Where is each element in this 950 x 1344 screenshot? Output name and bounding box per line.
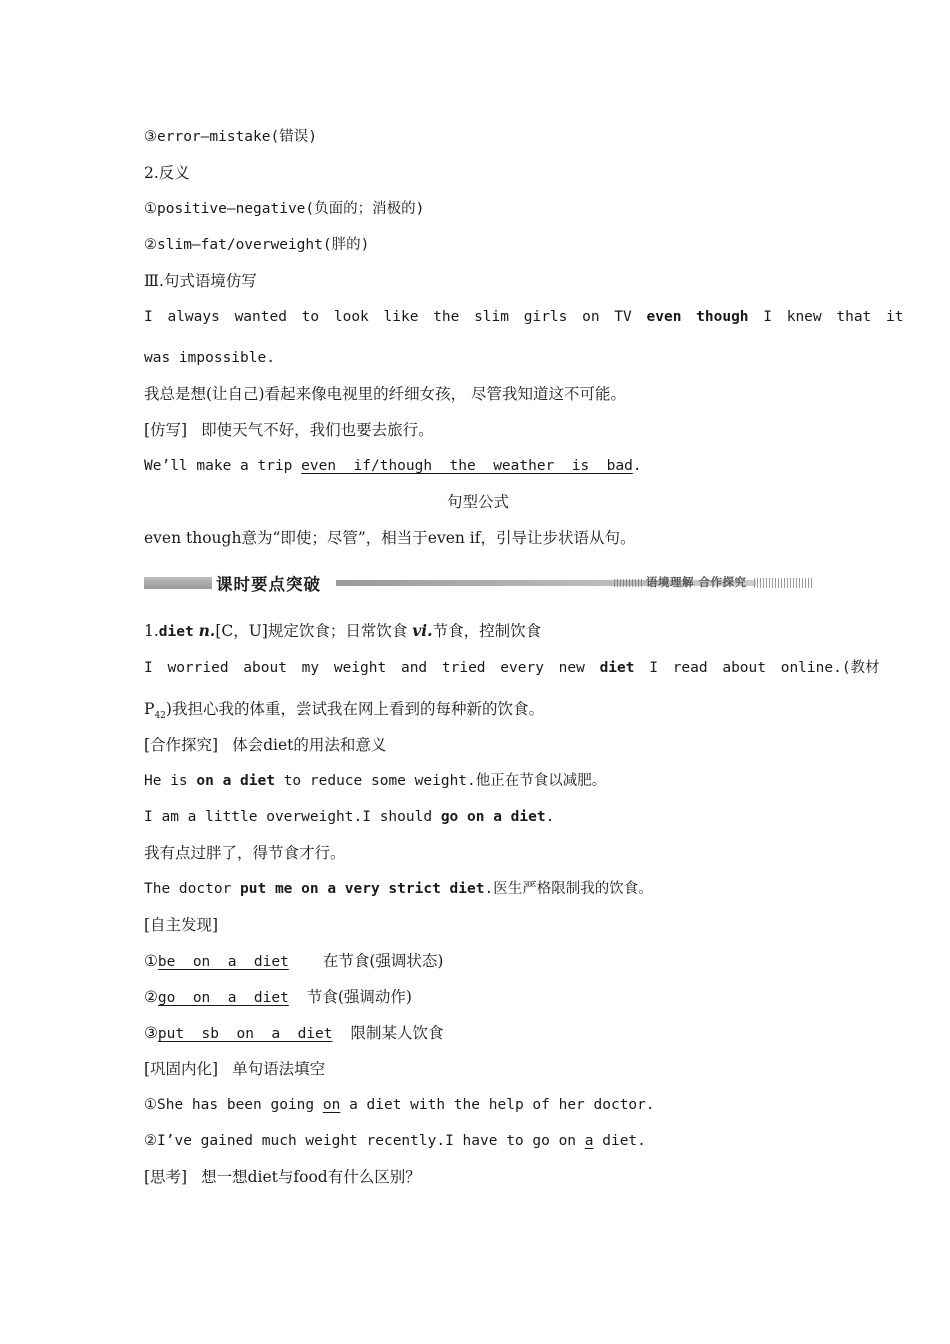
- usage-sentence-2-translation: 我有点过胖了，得节食才行。: [144, 844, 346, 862]
- diet-heading: [144, 620, 812, 643]
- phrase-meaning: 节食(强调动作): [306, 988, 412, 1006]
- section-3-heading: Ⅲ.句式语境仿写: [144, 272, 257, 290]
- exercise-text: a diet with the help of her doctor.: [340, 1097, 655, 1113]
- antonym-item-2: ②slim—fat/overweight(胖的): [144, 237, 370, 253]
- definition-verb: 节食，控制饮食: [432, 622, 542, 640]
- sentence-text: .: [545, 809, 555, 825]
- example-translation: 我总是想(让自己)看起来像电视里的纤细女孩， 尽管我知道这不可能。: [144, 385, 627, 403]
- synonym-item-3: ③error—mistake(错误): [144, 129, 317, 145]
- example-text: I read about online.(教材: [634, 660, 880, 676]
- pos-verb: vi.: [412, 621, 433, 640]
- think-text: 想一想diet与food有什么区别？: [201, 1168, 421, 1186]
- phrase-blank: put sb on a diet: [157, 1026, 333, 1042]
- exercise-2: [144, 1130, 812, 1152]
- section-banner: [144, 573, 814, 594]
- banner-title: 课时要点突破: [216, 575, 321, 594]
- phrase-go-on-a-diet: go on a diet: [440, 809, 546, 825]
- banner-stripes: [754, 578, 814, 588]
- think-label: [思考]: [144, 1168, 188, 1186]
- pattern-formula-title: 句型公式: [446, 493, 509, 511]
- antonym-heading: 2.反义: [144, 164, 190, 182]
- think-prompt: [144, 1166, 812, 1188]
- sentence-text: He is: [144, 773, 197, 789]
- page-ref-number: 42: [154, 711, 166, 722]
- example-sentence-line-1: [144, 306, 904, 328]
- textbook-example-line-2: [144, 698, 812, 727]
- answer-text: We’ll make a trip: [144, 458, 302, 474]
- antonym-item-1: ①positive—negative(负面的；消极的): [144, 201, 425, 217]
- answer-blank: even if/though the weather is bad: [301, 458, 633, 474]
- headword: diet: [158, 624, 194, 640]
- imitation-text: 即使天气不好，我们也要去旅行。: [201, 421, 434, 439]
- phrase-meaning: 限制某人饮食: [350, 1024, 444, 1042]
- imitation-label: [仿写]: [144, 421, 188, 439]
- phrase-blank: be on a diet: [157, 954, 289, 970]
- consolidation-label: [巩固内化]: [144, 1060, 219, 1078]
- sentence-text: The doctor: [144, 881, 241, 897]
- imitation-answer: [144, 455, 812, 477]
- exercise-1: [144, 1094, 812, 1116]
- exercise-answer: on: [322, 1097, 341, 1113]
- discovery-item-3: [144, 1022, 812, 1045]
- textbook-example-line-1: [144, 657, 880, 679]
- phrase-on-a-diet: on a diet: [196, 773, 275, 789]
- imitation-prompt: [144, 419, 812, 441]
- example-text: I worried about my weight and tried every new: [144, 660, 600, 676]
- phrase-meaning: 在节食(强调状态): [322, 952, 444, 970]
- sentence-text: .医生严格限制我的饮食。: [484, 881, 653, 897]
- usage-sentence-1: [144, 770, 812, 792]
- sentence-text: I am a little overweight.I should: [144, 809, 441, 825]
- inquiry-label: [合作探究]: [144, 736, 219, 754]
- item-number: ②: [144, 988, 158, 1006]
- inquiry-text: 体会diet的用法和意义: [232, 736, 387, 754]
- consolidation-text: 单句语法填空: [232, 1060, 326, 1078]
- item-number: ③: [144, 1024, 158, 1042]
- usage-sentence-3: [144, 878, 812, 900]
- example-text: I knew that it: [748, 309, 904, 325]
- keyword-even-though: even though: [646, 309, 749, 325]
- sentence-text: to reduce some weight.他正在节食以减肥。: [274, 773, 607, 789]
- keyword-diet: diet: [599, 660, 635, 676]
- pos-noun: n.: [198, 621, 216, 640]
- example-translation: )我担心我的体重，尝试我在网上看到的每种新的饮食。: [165, 700, 544, 718]
- usage-sentence-2: [144, 806, 812, 828]
- exercise-text: ②I’ve gained much weight recently.I have to go on: [144, 1133, 585, 1149]
- self-discovery-label: [自主发现]: [144, 916, 219, 934]
- phrase-put-on-diet: put me on a very strict diet: [240, 881, 485, 897]
- cooperative-inquiry: [144, 734, 812, 756]
- example-text: I always wanted to look like the slim girls on TV: [144, 309, 647, 325]
- example-sentence-line-2: was impossible.: [144, 350, 275, 366]
- consolidation-prompt: [144, 1058, 812, 1080]
- phrase-blank: go on a diet: [157, 990, 289, 1006]
- discovery-item-1: [144, 950, 812, 973]
- banner-decoration: [144, 577, 212, 589]
- page-ref: P: [144, 700, 155, 718]
- exercise-answer: a: [584, 1133, 594, 1149]
- answer-text: .: [632, 458, 642, 474]
- exercise-text: diet.: [593, 1133, 646, 1149]
- definition-noun: [C，U]规定饮食；日常饮食: [215, 622, 413, 640]
- banner-subtitle: 语境理解 合作探究: [646, 575, 747, 589]
- pattern-formula-text: even though意为“即使；尽管”，相当于even if，引导让步状语从句。: [144, 529, 636, 547]
- banner-stripes: [614, 579, 644, 587]
- heading-number: 1.: [144, 622, 159, 640]
- exercise-text: ①She has been going: [144, 1097, 323, 1113]
- discovery-item-2: [144, 986, 812, 1009]
- item-number: ①: [144, 952, 158, 970]
